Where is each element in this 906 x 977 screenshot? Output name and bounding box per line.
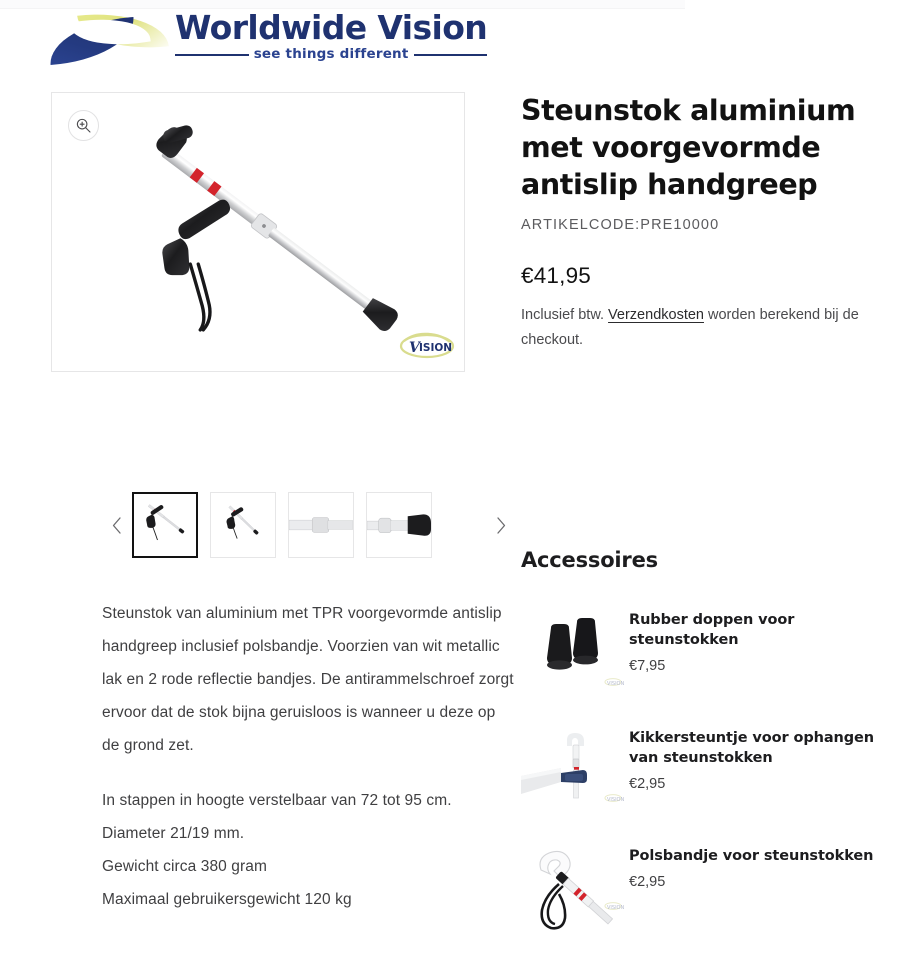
thumb-detail-tip [367,493,431,557]
product-description [102,597,516,916]
logo-name: Worldwide Vision [175,7,488,47]
svg-text:VISION: VISION [607,681,625,687]
accessories-heading: Accessoires [521,548,658,572]
product-sku: ARTIKELCODE:PRE10000 [521,217,720,233]
accessory-price: €7,95 [629,658,666,674]
gallery-prev-button[interactable] [102,492,132,558]
chevron-left-icon [111,516,123,535]
site-header [0,8,906,72]
gallery-thumbnail-1[interactable] [132,492,198,558]
svg-text:VISION: VISION [607,797,625,803]
chevron-right-icon [495,516,507,535]
gallery-thumbnail-row [102,491,516,559]
accessory-thumbnail-rubber-tips [521,606,625,692]
accessory-item-2[interactable] [521,724,893,810]
tax-shipping-note [521,303,881,353]
gallery-thumbnails [132,492,486,558]
description-paragraph-5: Maximaal gebruikersgewicht 120 kg [102,891,352,908]
tax-note-prefix: Inclusief btw. [521,307,605,323]
gallery-thumbnail-4[interactable] [366,492,432,558]
accessory-price: €2,95 [629,776,666,792]
accessory-name: Rubber doppen voor steunstokken [629,612,795,648]
cane-holder-clip-icon [521,724,625,810]
worldwide-vision-watermark-icon [398,328,456,362]
product-price: €41,95 [521,263,592,288]
gallery-thumbnail-2[interactable] [210,492,276,558]
gallery-thumbnail-3[interactable] [288,492,354,558]
logo-tagline: see things different [253,45,409,62]
main-product-image[interactable] [51,92,465,372]
wrist-strap-cane-icon [521,842,625,945]
accessory-name: Polsbandje voor steunstokken [629,848,874,864]
logo-tagline-row [175,45,487,62]
product-info [521,92,881,353]
logo-rule-left [175,54,249,56]
thumb-full-stick-angled [211,493,275,557]
accessory-item-1[interactable] [521,606,893,692]
description-paragraph-4: Gewicht circa 380 gram [102,858,268,875]
tax-note-suffix: worden berekend bij de checkout. [521,307,859,348]
accessory-thumbnail-cane-holder [521,724,625,810]
svg-text:ISION: ISION [419,342,453,354]
eye-swoosh-logo-icon [49,8,167,64]
description-paragraph-3: Diameter 21/19 mm. [102,825,245,842]
svg-text:V: V [409,340,420,356]
rubber-tips-icon [521,606,625,692]
site-logo[interactable] [49,8,487,64]
description-paragraph-2: In stappen in hoogte verstelbaar van 72 tot 95 cm. [102,792,452,809]
page-title: Steunstok aluminium met voorgevormde antislip handgreep [521,94,856,201]
accessory-thumbnail-wrist-strap [521,842,625,945]
gallery-next-button[interactable] [486,492,516,558]
shipping-costs-link[interactable]: Verzendkosten [608,307,704,323]
description-paragraph-1: Steunstok van aluminium met TPR voorgevormde antislip handgreep inclusief polsbandje. Voorzien van wit metallic lak en 2 rode reflectie bandjes. De antirammelschroef zorgt ervoor dat de stok bijna geruisloos is wanneer u deze op de grond zet. [102,605,514,754]
accessory-item-3[interactable] [521,842,893,945]
accessory-name: Kikkersteuntje voor ophangen van steunstokken [629,730,874,766]
logo-rule-right [414,54,488,56]
thumb-full-stick [134,494,196,556]
thumb-detail-shaft [289,493,353,557]
product-gallery [51,92,514,908]
svg-text:VISION: VISION [607,905,625,911]
magnifier-plus-icon[interactable] [68,110,99,141]
accessory-price: €2,95 [629,874,666,890]
